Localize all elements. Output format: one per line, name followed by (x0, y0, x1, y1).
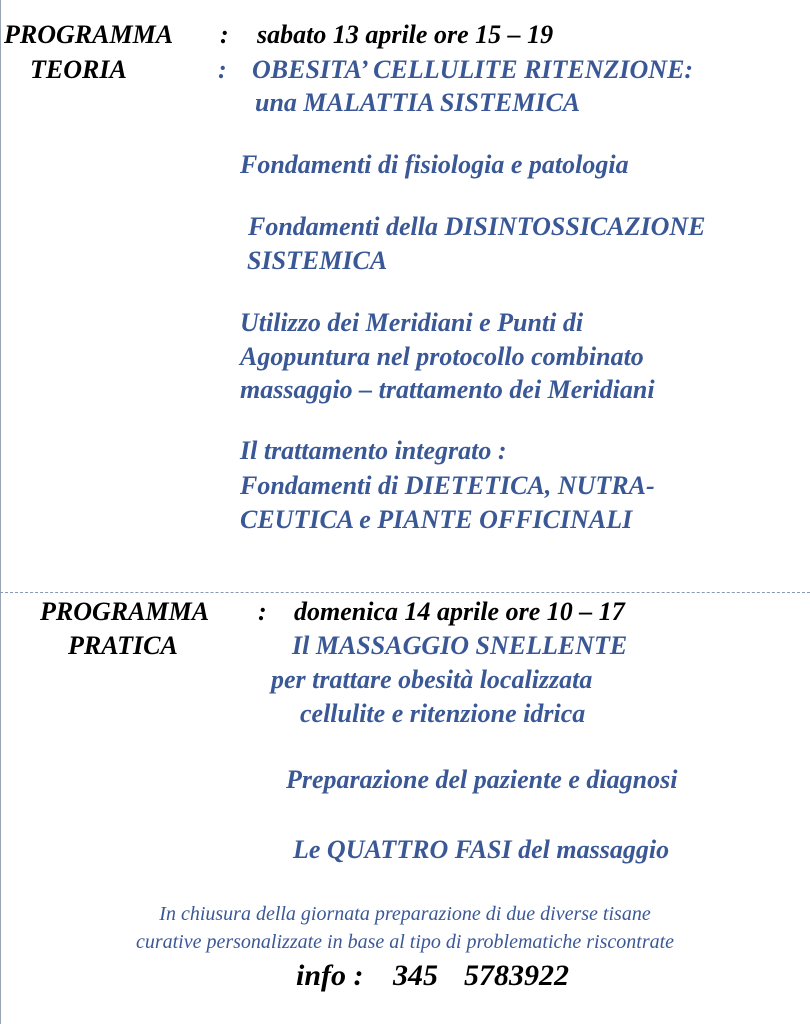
closing-note-line-2: curative personalizzate in base al tipo di problematiche riscontrate (135, 931, 675, 953)
closing-note-line-1: In chiusura della giornata preparazione di due diverse tisane (159, 903, 651, 925)
theory-programma-label: PROGRAMMA (4, 20, 174, 49)
theory-topic-4-line-2: Agopuntura nel protocollo combinato (240, 342, 644, 371)
practice-topic-1-line-3: cellulite e ritenzione idrica (300, 699, 586, 728)
theory-topic-4-line-1: Utilizzo dei Meridiani e Punti di (240, 308, 584, 337)
info-label: info : (296, 959, 364, 992)
phone-number-part-1: 345 (393, 959, 438, 992)
practice-colon: : (258, 597, 267, 626)
theory-topic-3-line-2: SISTEMICA (247, 246, 388, 275)
theory-section-label: TEORIA (30, 55, 127, 84)
practice-topic-2-line-1: Preparazione del paziente e diagnosi (286, 765, 678, 794)
practice-section-label: PRATICA (68, 631, 178, 660)
theory-topic-5-line-3: CEUTICA e PIANTE OFFICINALI (240, 505, 633, 534)
theory-topic-4-line-3: massaggio – trattamento dei Meridiani (240, 375, 655, 404)
theory-topic-3-line-1: Fondamenti della DISINTOSSICAZIONE (248, 212, 706, 241)
page-left-border (0, 0, 1, 1024)
practice-date: domenica 14 aprile ore 10 – 17 (294, 597, 625, 626)
practice-programma-label: PROGRAMMA (40, 597, 210, 626)
section-divider (0, 592, 810, 593)
practice-topic-1-line-1: Il MASSAGGIO SNELLENTE (292, 631, 628, 660)
theory-date: sabato 13 aprile ore 15 – 19 (257, 20, 554, 49)
phone-number-part-2: 5783922 (464, 959, 569, 992)
theory-topic-1-line-2: una MALATTIA SISTEMICA (255, 88, 581, 117)
theory-topic-1-line-1: OBESITA’ CELLULITE RITENZIONE: (252, 55, 694, 84)
theory-topic-5-line-2: Fondamenti di DIETETICA, NUTRA- (240, 471, 655, 500)
theory-colon-2: : (218, 55, 227, 84)
practice-topic-1-line-2: per trattare obesità localizzata (271, 665, 593, 694)
theory-topic-5-line-1: Il trattamento integrato : (240, 436, 507, 465)
practice-topic-3-line-1: Le QUATTRO FASI del massaggio (293, 835, 670, 864)
theory-topic-2-line-1: Fondamenti di fisiologia e patologia (240, 150, 629, 179)
theory-colon: : (220, 20, 229, 49)
